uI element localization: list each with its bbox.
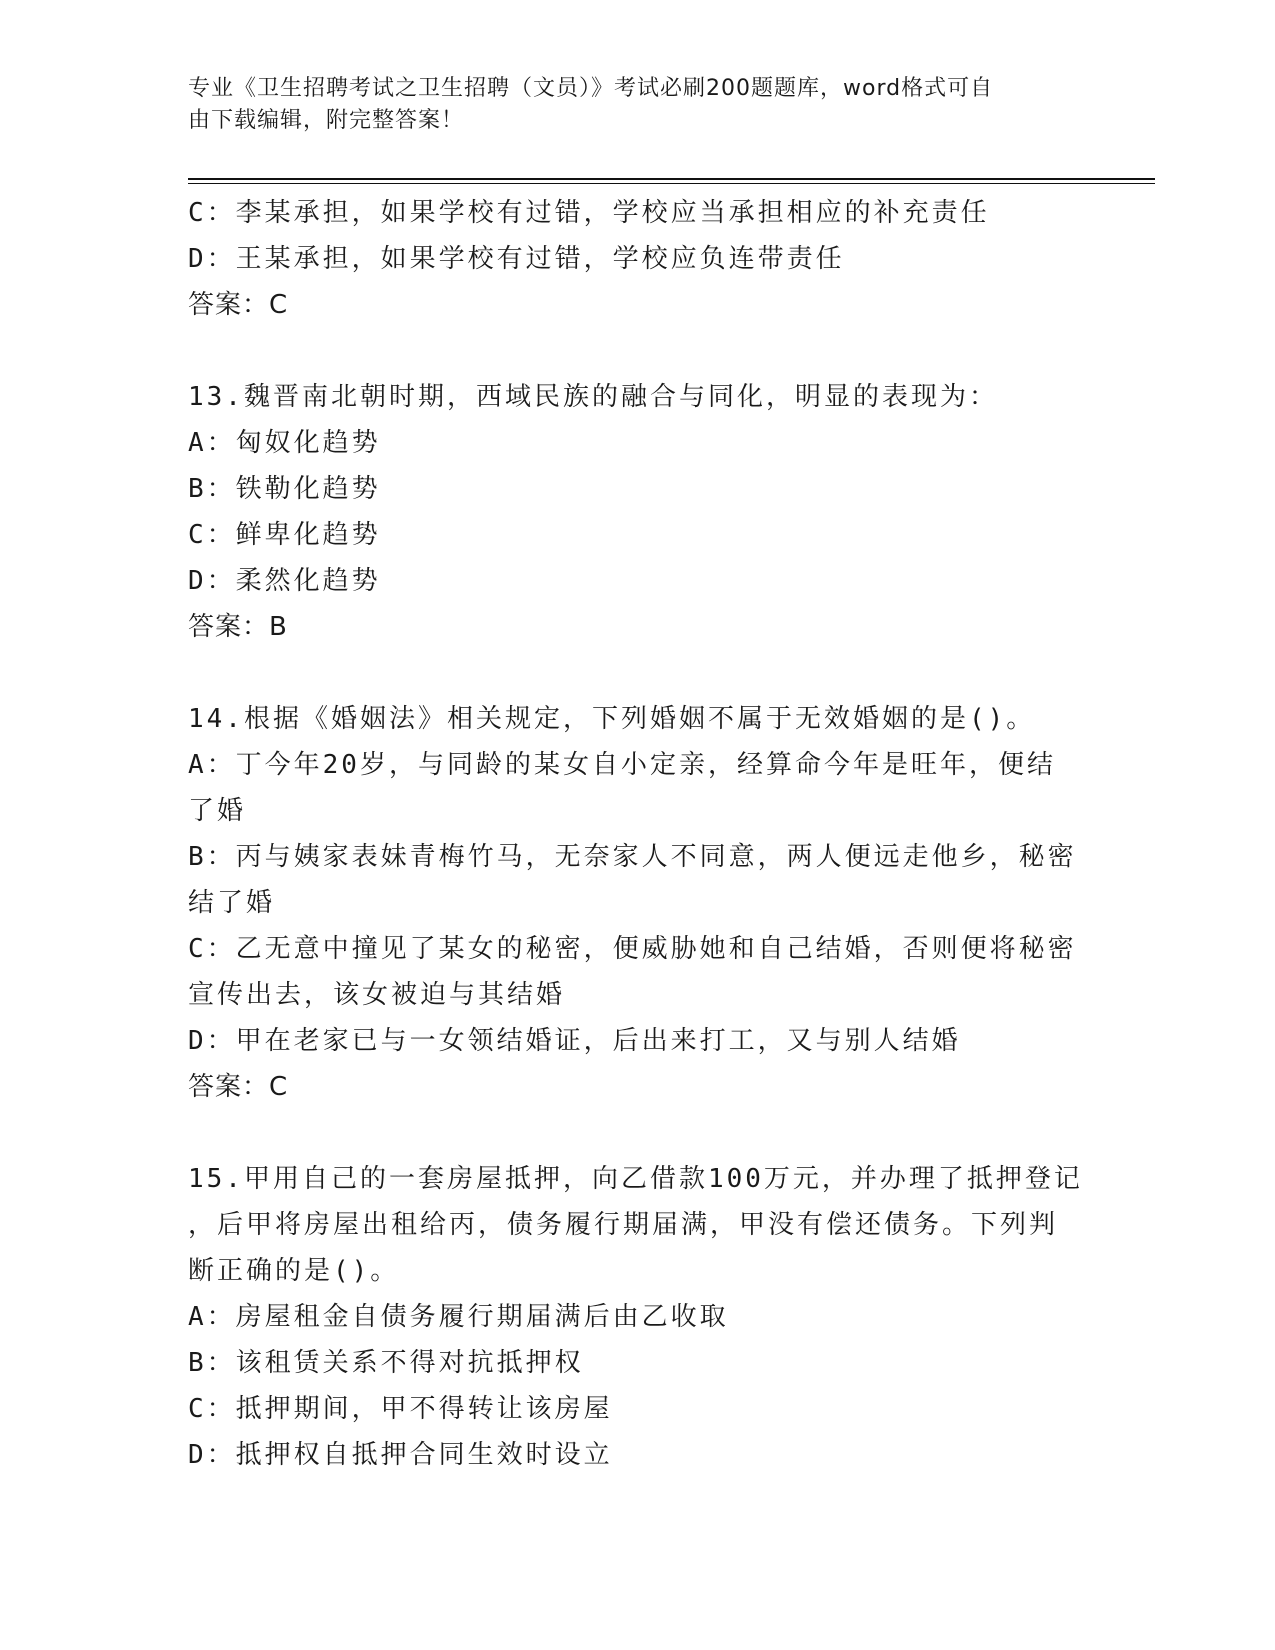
header-line-2: 由下载编辑，附完整答案！ (188, 108, 465, 133)
question-stem-continued: 断正确的是()。 (188, 1256, 400, 1286)
question-12-tail (188, 190, 1088, 328)
answer-label: 答案：C (188, 1072, 289, 1102)
option-a-continued: 了婚 (188, 796, 247, 826)
option-a: A：匈奴化趋势 (188, 428, 381, 458)
question-stem: 14.根据《婚姻法》相关规定，下列婚姻不属于无效婚姻的是()。 (188, 704, 1036, 734)
question-stem: 15.甲用自己的一套房屋抵押，向乙借款100万元，并办理了抵押登记 (188, 1164, 1083, 1194)
question-15 (188, 1156, 1088, 1478)
option-d: D：抵押权自抵押合同生效时设立 (188, 1440, 613, 1470)
option-c-continued: 宣传出去，该女被迫与其结婚 (188, 980, 566, 1010)
header-line-1: 专业《卫生招聘考试之卫生招聘（文员）》考试必刷200题题库，word格式可自 (188, 76, 994, 101)
option-c: C：鲜卑化趋势 (188, 520, 381, 550)
document-header (188, 73, 1068, 137)
question-spacer (188, 650, 1088, 696)
option-c: C：抵押期间，甲不得转让该房屋 (188, 1394, 613, 1424)
option-a: A：丁今年20岁，与同龄的某女自小定亲，经算命今年是旺年，便结 (188, 750, 1056, 780)
question-14 (188, 696, 1088, 1110)
question-list (188, 190, 1088, 1478)
option-d: D：王某承担，如果学校有过错，学校应负连带责任 (188, 244, 845, 274)
option-a: A：房屋租金自债务履行期届满后由乙收取 (188, 1302, 729, 1332)
question-spacer (188, 328, 1088, 374)
question-stem-continued: ，后甲将房屋出租给丙，债务履行期届满，甲没有偿还债务。下列判 (188, 1210, 1059, 1240)
option-b: B：该租赁关系不得对抗抵押权 (188, 1348, 584, 1378)
question-stem: 13.魏晋南北朝时期，西域民族的融合与同化，明显的表现为： (188, 382, 998, 412)
option-b: B：丙与姨家表妹青梅竹马，无奈家人不同意，两人便远走他乡，秘密 (188, 842, 1077, 872)
option-d: D：柔然化趋势 (188, 566, 381, 596)
question-spacer (188, 1110, 1088, 1156)
answer-label: 答案：B (188, 612, 288, 642)
header-divider-thick (188, 178, 1155, 180)
header-divider-thin (188, 183, 1155, 184)
answer-label: 答案：C (188, 290, 289, 320)
question-13 (188, 374, 1088, 650)
option-c: C：乙无意中撞见了某女的秘密，便威胁她和自己结婚，否则便将秘密 (188, 934, 1077, 964)
option-b-continued: 结了婚 (188, 888, 276, 918)
option-c: C：李某承担，如果学校有过错，学校应当承担相应的补充责任 (188, 198, 990, 228)
option-b: B：铁勒化趋势 (188, 474, 381, 504)
option-d: D：甲在老家已与一女领结婚证，后出来打工，又与别人结婚 (188, 1026, 961, 1056)
